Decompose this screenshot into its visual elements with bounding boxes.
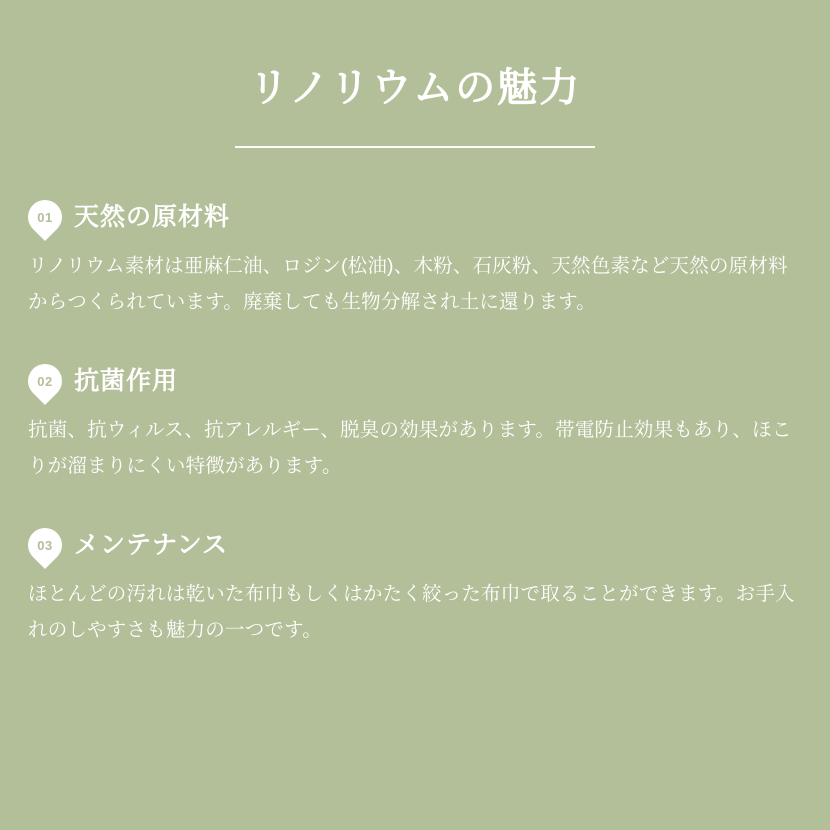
feature-header: [28, 200, 802, 234]
feature-number: 01: [37, 209, 53, 225]
page-title-area: [0, 0, 830, 148]
feature-title: 抗菌作用: [74, 367, 179, 396]
feature-number: 02: [37, 373, 53, 389]
title-underline: [235, 146, 595, 148]
feature-body: 抗菌、抗ウィルス、抗アレルギー、脱臭の効果があります。帯電防止効果もあり、ほこりが溜まりにくい特徴があります。: [28, 419, 792, 478]
feature-item: [28, 528, 802, 648]
feature-header: [28, 528, 802, 562]
feature-title: 天然の原材料: [74, 203, 231, 231]
pin-badge-icon: [28, 528, 62, 562]
feature-list: [0, 200, 830, 648]
feature-title: メンテナンス: [74, 531, 229, 560]
feature-body: ほとんどの汚れは乾いた布巾もしくはかたく絞った布巾で取ることができます。お手入れのしやすさも魅力の一つです。: [28, 583, 795, 642]
pin-badge-icon: [28, 364, 62, 398]
feature-item: [28, 364, 802, 484]
feature-number: 03: [37, 537, 53, 553]
page-title: リノリウムの魅力: [248, 66, 582, 110]
pin-badge-icon: [28, 200, 62, 234]
feature-item: [28, 200, 802, 320]
feature-body: リノリウム素材は亜麻仁油、ロジン(松油)、木粉、石灰粉、天然色素など天然の原材料からつくられています。廃棄しても生物分解され土に還ります。: [28, 255, 788, 314]
feature-header: [28, 364, 802, 398]
